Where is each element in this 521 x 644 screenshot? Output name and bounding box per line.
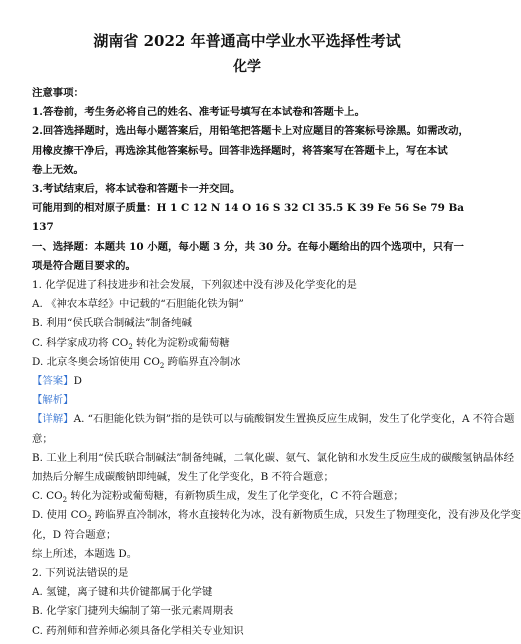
atomic-mass-line: 137 (32, 221, 54, 234)
subject-title: 化学 (233, 59, 261, 75)
option-b: B. 利用“侯氏联合制碱法”制备纯碱 (32, 317, 192, 330)
question-stem: 1. 化学促进了科技进步和社会发展，下列叙述中没有涉及化学变化的是 (32, 279, 357, 292)
atomic-mass-line: 可能用到的相对原子质量：H 1 C 12 N 14 O 16 S 32 Cl 35.5 K 39 Fe 56 Se 79 Ba (32, 202, 464, 215)
option-a: A. 氢键，离子键和共价键都属于化学键 (32, 586, 213, 599)
option-c-pre: C. 科学家成功将 CO (32, 336, 129, 349)
note-item: 用橡皮擦干净后，再选涂其他答案标号。回答非选择题时，将答案写在答题卡上，写在本试 (32, 144, 448, 157)
detail-c-sub: 2 (62, 496, 68, 505)
detail-line: B. 工业上利用“侯氏联合制碱法”制备纯碱，二氧化碳、氨气、氯化钠和水发生反应生成的碳酸氢钠晶体经 (32, 451, 515, 464)
detail-c-pre: C. CO (32, 490, 63, 503)
note-item: 3.考试结束后，将本试卷和答题卡一并交回。 (32, 183, 241, 196)
question-stem: 2. 下列说法错误的是 (32, 567, 129, 580)
note-item: 卷上无效。 (32, 163, 84, 176)
option-d-pre: D. 北京冬奥会场馆使用 CO (32, 355, 160, 368)
option-a: A. 《神农本草经》中记载的“石胆能化铁为铜” (32, 298, 244, 311)
notes-heading: 注意事项： (32, 87, 84, 99)
answer-tag: 【答案】 (32, 375, 74, 388)
analysis-tag: 【解析】 (32, 394, 74, 407)
section-line: 一、选择题：本题共 10 小题，每小题 3 分，共 30 分。在每小题给出的四个选项中，只有一 (32, 240, 464, 253)
answer-line (32, 372, 462, 391)
exam-title: 湖南省 2022 年普通高中学业水平选择性考试 (93, 32, 401, 50)
note-item: 1.答卷前，考生务必将自己的姓名、准考证号填写在本试卷和答题卡上。 (32, 106, 365, 119)
option-c (32, 334, 462, 353)
option-d-post: 跨临界直冷制冰 (164, 355, 241, 368)
detail-d-pre: D. 使用 CO (32, 509, 88, 522)
detail-line: 意； (32, 432, 53, 445)
answer-value: D (73, 375, 82, 388)
option-c-post: 转化为淀粉或葡萄糖 (132, 336, 230, 349)
detail-tag: 【详解】 (32, 413, 74, 426)
section-line: 项是符合题目要求的。 (32, 259, 136, 272)
option-b: B. 化学家门捷列夫编制了第一张元素周期表 (32, 605, 234, 618)
detail-line (32, 487, 462, 506)
detail-c-post: 转化为淀粉或葡萄糖，有新物质生成，发生了化学变化，C 不符合题意； (67, 490, 404, 503)
detail-a-text: A. “石胆能化铁为铜”指的是铁可以与硫酸铜发生置换反应生成铜，发生了化学变化，A 不符合题 (73, 413, 515, 426)
detail-line (32, 506, 521, 525)
notes-block (32, 84, 469, 238)
option-d (32, 353, 462, 372)
detail-line: 加热后分解生成碳酸钠即纯碱，发生了化学变化，B 不符合题意； (32, 471, 334, 484)
summary-line: 综上所述，本题选 D。 (32, 547, 138, 560)
question-1 (32, 276, 521, 564)
detail-line: 化，D 符合题意； (32, 528, 117, 541)
note-item: 2.回答选择题时，选出每小题答案后，用铅笔把答题卡上对应题目的答案标号涂黑。如需改动， (32, 125, 469, 138)
option-c: C. 药剂师和营养师必须具备化学相关专业知识 (32, 624, 244, 637)
detail-line (32, 410, 515, 429)
option-c-sub: 2 (128, 342, 133, 351)
detail-d-sub: 2 (87, 515, 92, 524)
section-heading (32, 238, 462, 276)
question-2 (32, 564, 462, 641)
option-d-sub: 2 (159, 361, 165, 370)
detail-d-post: 跨临界直冷制冰，将水直接转化为冰，没有新物质生成，只发生了物理变化，没有涉及化学变 (91, 509, 521, 522)
